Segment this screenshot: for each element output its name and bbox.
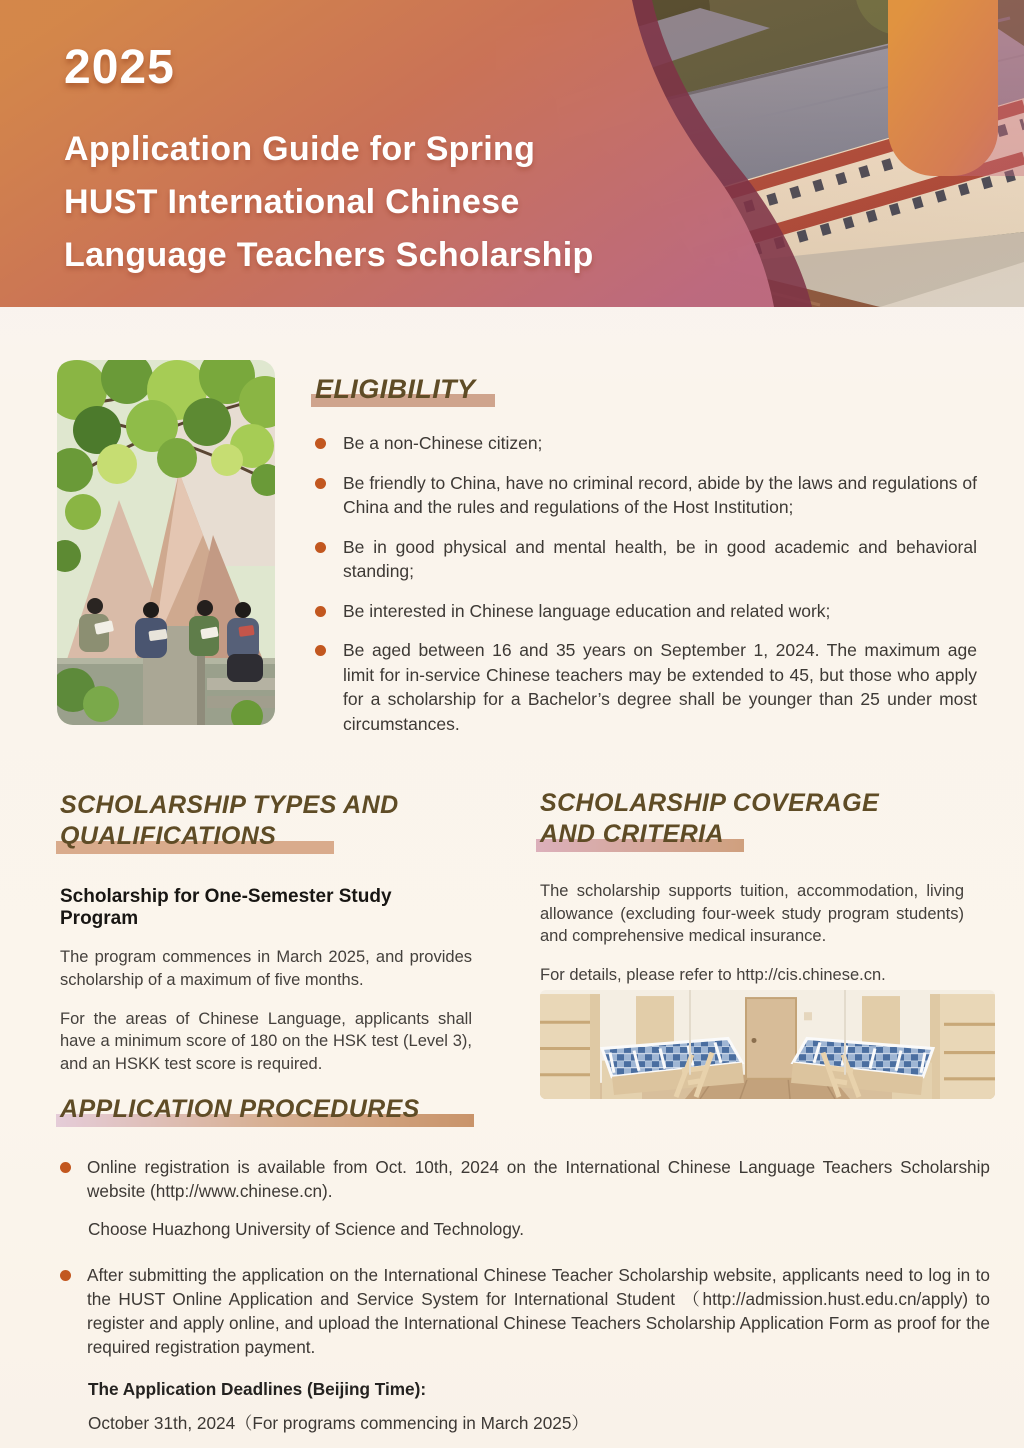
deadline-value: October 31th, 2024（For programs commencing in March 2025）: [88, 1413, 589, 1433]
eligibility-bullet-list: [315, 431, 977, 736]
poster-year: 2025: [64, 41, 175, 94]
section-heading-scholarship-types: SCHOLARSHIP TYPES AND QUALIFICATIONS: [60, 790, 399, 852]
eligibility-item-text: Be interested in Chinese language education and related work;: [343, 600, 831, 621]
poster-title-line-1: Application Guide for Spring: [64, 130, 536, 168]
hero-corner-accent: [888, 0, 998, 176]
section-heading-coverage: SCHOLARSHIP COVERAGE AND CRITERIA: [540, 788, 879, 850]
types-paragraph: The program commences in March 2025, and provides scholarship of a maximum of five months.: [60, 948, 472, 989]
procedure-note: Choose Huazhong University of Science and Technology.: [88, 1219, 524, 1239]
eligibility-item: [315, 471, 977, 520]
dorm-room-photo: [540, 990, 995, 1099]
eligibility-item: [315, 535, 977, 584]
bullet-dot-icon: [315, 606, 326, 617]
coverage-paragraph: For details, please refer to http://cis.chinese.cn.: [540, 966, 886, 984]
section-heading-procedures: APPLICATION PROCEDURES: [60, 1094, 420, 1125]
bullet-dot-icon: [315, 645, 326, 656]
eligibility-item: [315, 638, 977, 736]
section-scholarship-coverage: [540, 788, 964, 1003]
bullet-dot-icon: [315, 478, 326, 489]
procedure-item: [60, 1263, 990, 1359]
types-paragraph: For the areas of Chinese Language, applicants shall have a minimum score of 180 on the HSK test (Level 3), and an HSKK test score is required.: [60, 1009, 472, 1073]
poster-title-line-3: Language Teachers Scholarship: [64, 236, 594, 274]
eligibility-item-text: Be friendly to China, have no criminal record, abide by the laws and regulations of China and the rules and regulations of the Host Institution;: [343, 472, 977, 517]
eligibility-item-text: Be in good physical and mental health, be in good academic and behavioral standing;: [343, 536, 977, 581]
program-subheading: Scholarship for One-Semester Study Program: [60, 886, 392, 929]
section-heading-eligibility: ELIGIBILITY: [315, 374, 475, 405]
poster-title: [64, 123, 594, 282]
eligibility-item-text: Be a non-Chinese citizen;: [343, 433, 543, 453]
eligibility-item: [315, 431, 977, 456]
students-reading-photo: [57, 360, 275, 725]
coverage-paragraph: The scholarship supports tuition, accommodation, living allowance (excluding four-week study program students) and comprehensive medical insurance.: [540, 882, 964, 945]
eligibility-item-text: Be aged between 16 and 35 years on September 1, 2024. The maximum age limit for in-service Chinese teachers may be extended to 45, but those who apply for a scholarship for a Bachelor’s degree shall be younger than 25 under most circumstances.: [343, 640, 977, 734]
hero-banner: [0, 0, 1024, 307]
bullet-dot-icon: [60, 1270, 71, 1281]
bullet-dot-icon: [315, 542, 326, 553]
bullet-dot-icon: [60, 1162, 71, 1173]
poster-title-line-2: HUST International Chinese: [64, 183, 520, 221]
bullet-dot-icon: [315, 438, 326, 449]
section-scholarship-types: [60, 790, 472, 1092]
eligibility-item: [315, 599, 977, 624]
section-eligibility: [315, 374, 977, 736]
procedure-item: [60, 1155, 990, 1203]
procedures-list: [60, 1155, 990, 1434]
procedure-item-text: After submitting the application on the International Chinese Teacher Scholarship website, applicants need to log in to the HUST Online Application and Service System for International Student （http://admission.hust.edu.cn/apply) to register and apply online, and upload the International Chinese Teachers Scholarship Application Form as proof for the required registration payment.: [87, 1265, 990, 1357]
procedure-item-text: Online registration is available from Oct. 10th, 2024 on the International Chinese Language Teachers Scholarship website (http://www.chinese.cn).: [87, 1157, 990, 1201]
section-application-procedures: [60, 1094, 990, 1434]
deadline-label: The Application Deadlines (Beijing Time):: [88, 1379, 427, 1399]
